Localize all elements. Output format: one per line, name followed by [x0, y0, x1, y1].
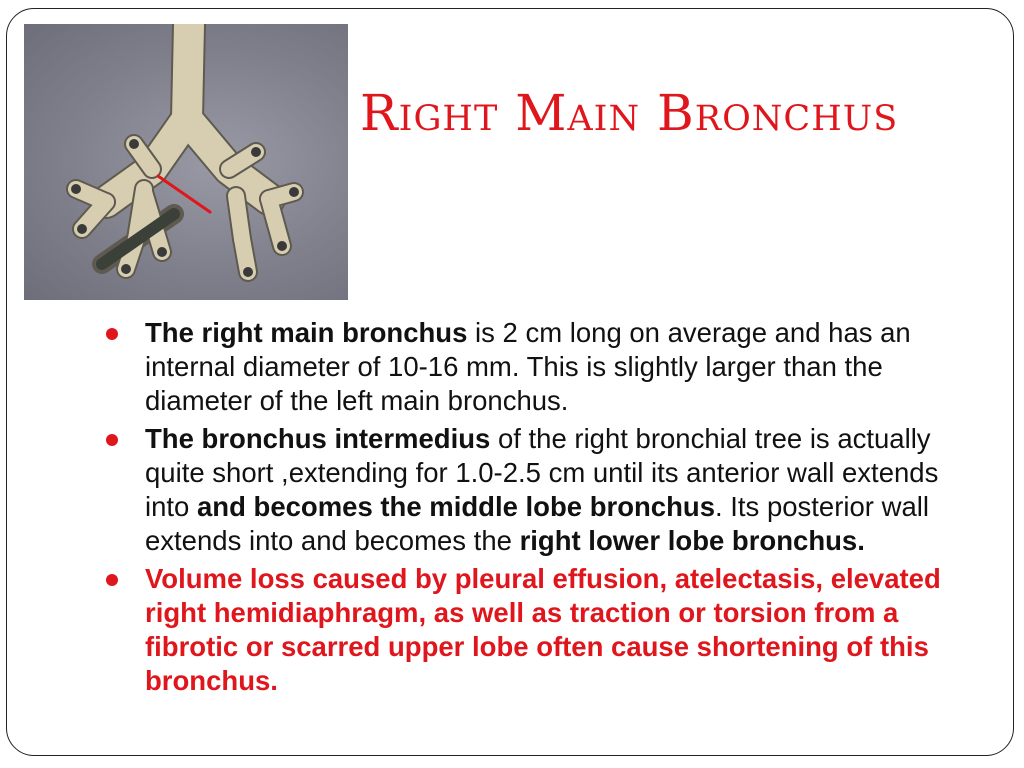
bullet-item-volume-loss [100, 562, 980, 698]
body-text-run: . Its posterior wall extends into and becomes the [145, 491, 929, 556]
bold-term: and becomes the middle lobe bronchus [196, 491, 715, 522]
bullet-dot-icon [106, 434, 118, 446]
bullet-dot-icon [106, 574, 118, 586]
bullet-item-right-main-bronchus [100, 316, 980, 418]
bronchial-tree-illustration [24, 24, 348, 300]
bold-term: The right main bronchus [145, 317, 468, 348]
bullet-list [100, 316, 980, 702]
bold-term: The bronchus intermedius [145, 423, 491, 454]
bullet-dot-icon [106, 328, 118, 340]
bold-term: right lower lobe bronchus. [519, 525, 865, 556]
slide-title: Right Main Bronchus [360, 84, 899, 142]
bronchial-tree-photo [24, 24, 348, 300]
body-text-run: is 2 cm long on average and has an internal diameter of 10-16 mm. This is slightly larger than the diameter of the left main bronchus. [145, 317, 911, 416]
bullet-item-bronchus-intermedius [100, 422, 980, 558]
highlight-text: Volume loss caused by pleural effusion, atelectasis, elevated right hemidiaphragm, as well as traction or torsion from a fibrotic or scarred upper lobe often cause shortening of this bronchus. [145, 563, 941, 696]
body-text-run: of the right bronchial tree is actually quite short ,extending for 1.0-2.5 cm until its anterior wall extends into [145, 423, 939, 522]
